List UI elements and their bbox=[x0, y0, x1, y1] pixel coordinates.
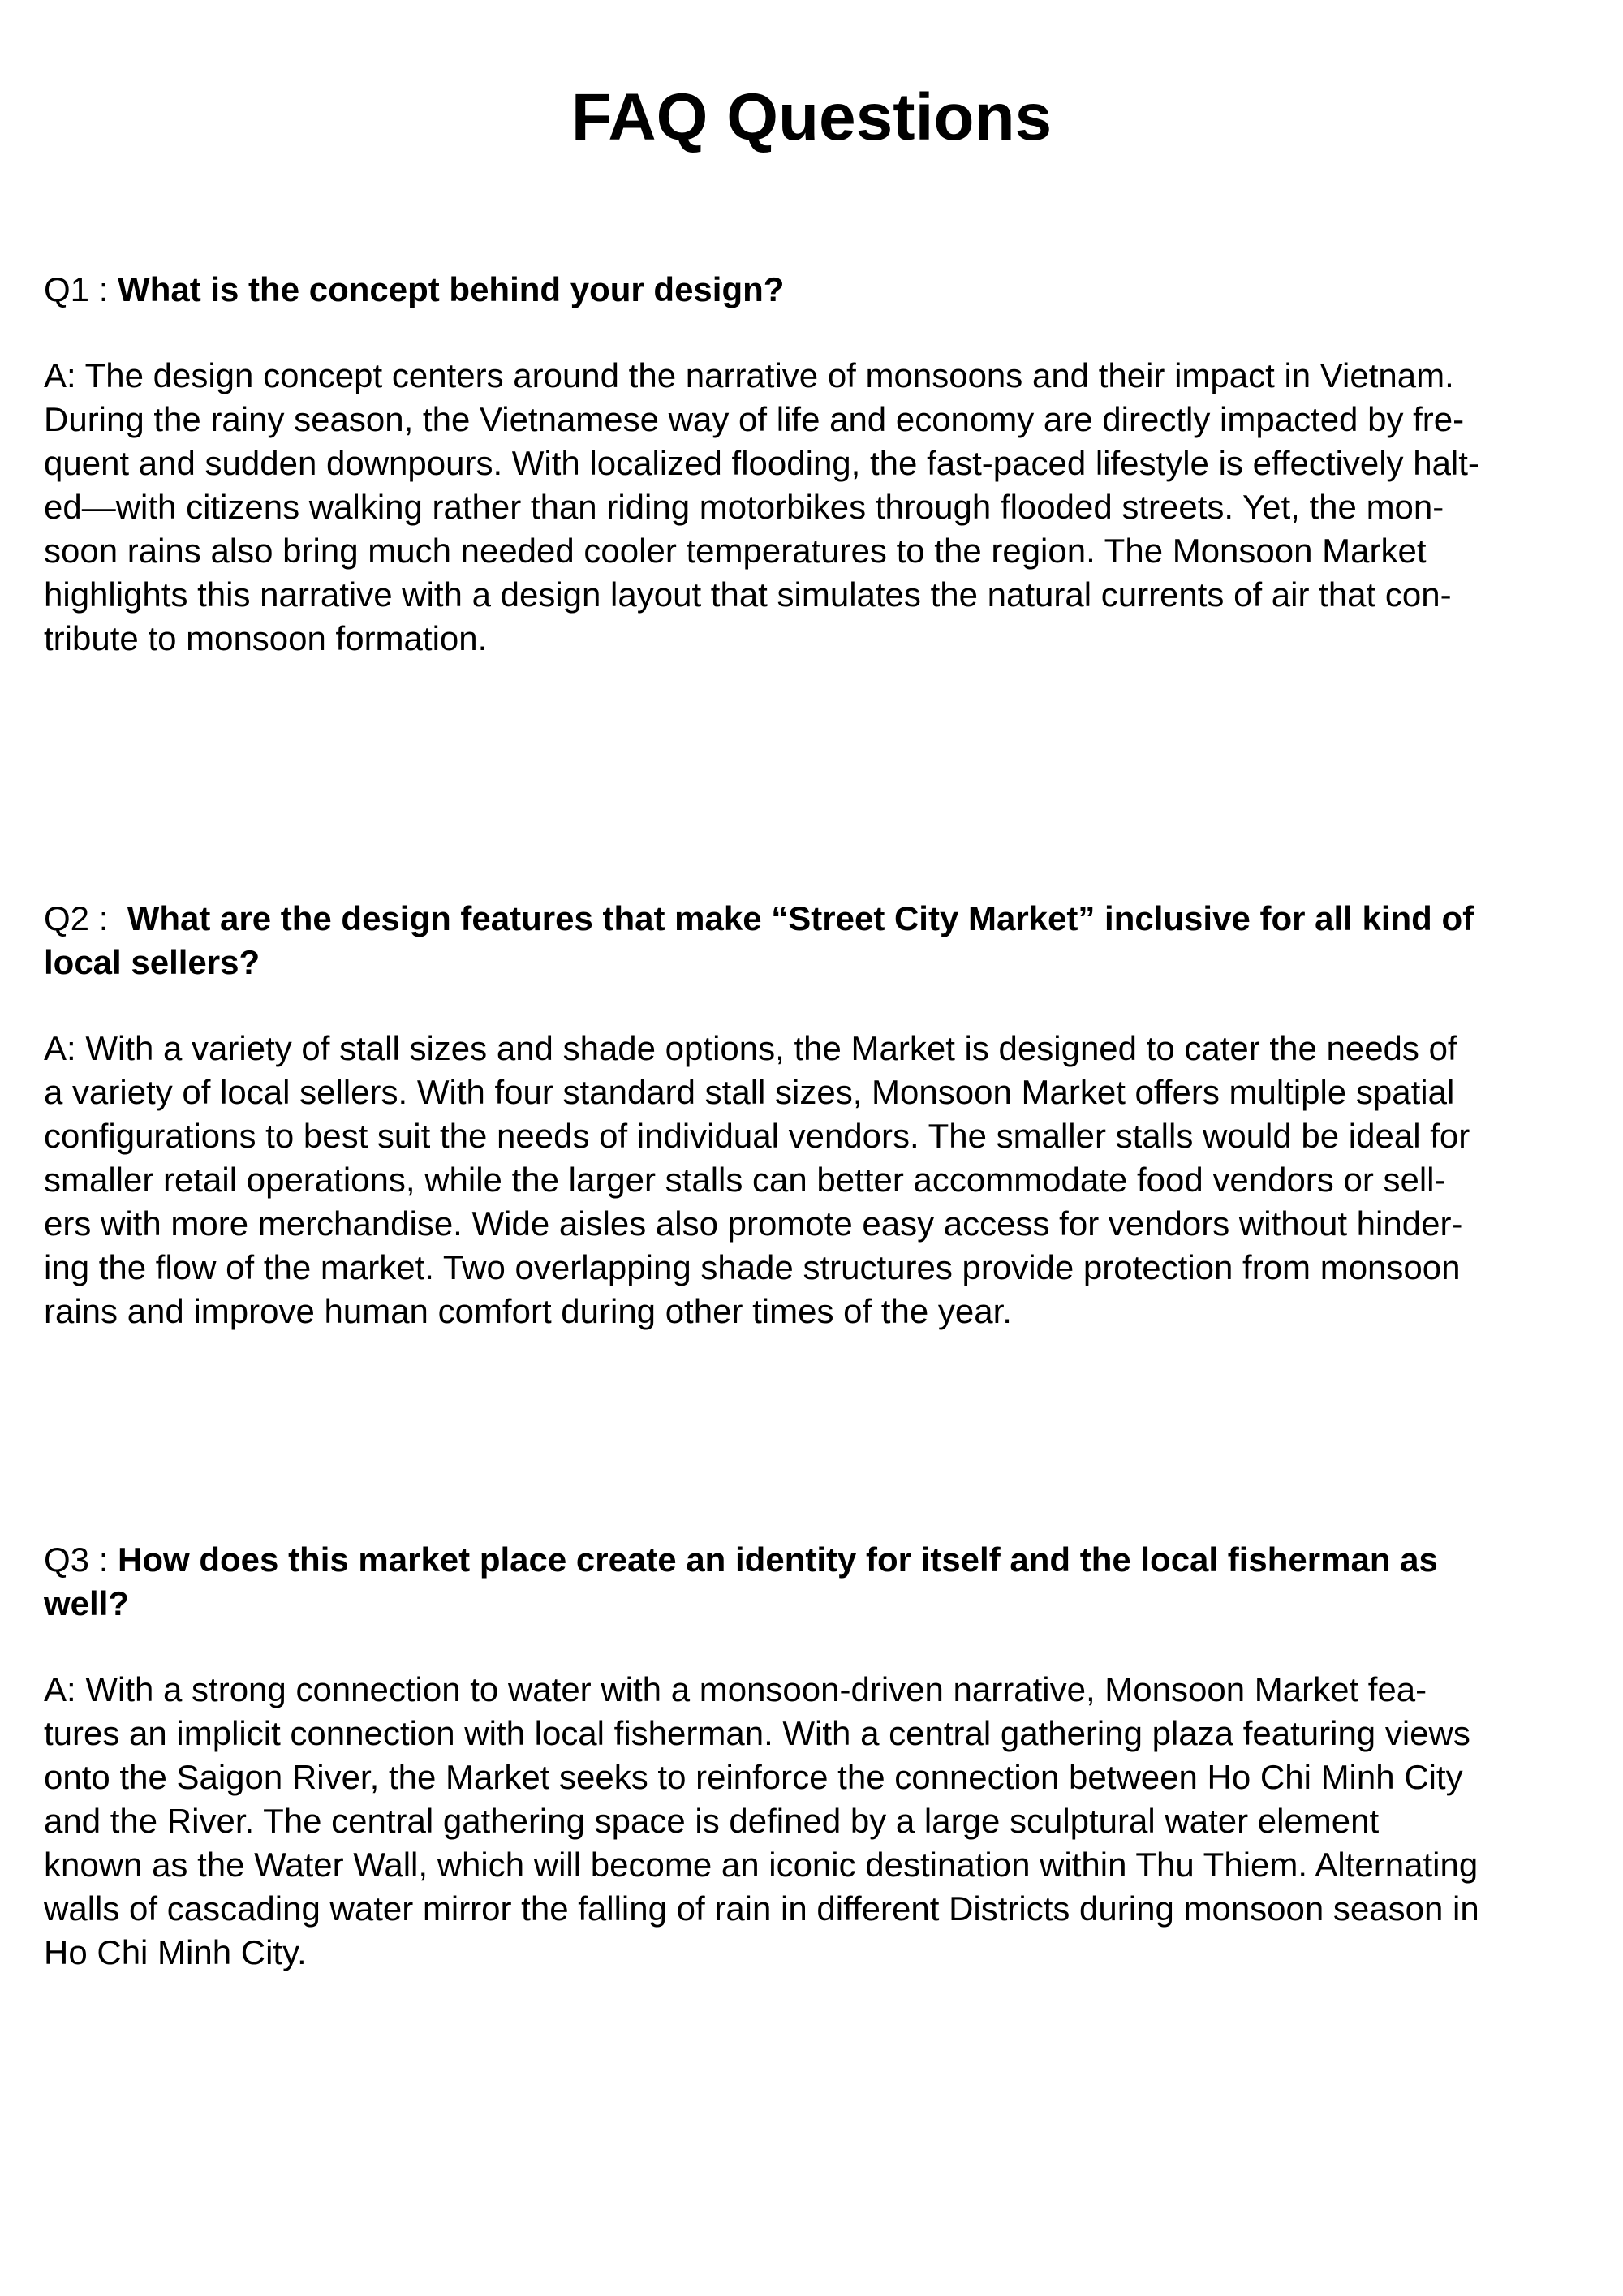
answer-3-line: Ho Chi Minh City. bbox=[44, 1933, 307, 1971]
faq-item-2 bbox=[44, 897, 1586, 1333]
answer-3-line: A: With a strong connection to water with a monsoon-driven narrative, Monsoon Market fea- bbox=[44, 1670, 1427, 1708]
answer-1-line: tribute to monsoon formation. bbox=[44, 619, 488, 657]
question-2-text-line: local sellers? bbox=[44, 943, 260, 981]
answer-1-line: soon rains also bring much needed cooler temperatures to the region. The Monsoon Market bbox=[44, 532, 1427, 570]
question-1 bbox=[44, 268, 1586, 312]
question-3-prefix: Q3 : bbox=[44, 1540, 118, 1579]
page-title: FAQ Questions bbox=[570, 80, 1053, 154]
answer-3-line: walls of cascading water mirror the falling of rain in different Districts during monsoon season in bbox=[44, 1889, 1479, 1928]
answer-3-line: and the River. The central gathering space is defined by a large sculptural water element bbox=[44, 1802, 1380, 1840]
question-2 bbox=[44, 897, 1586, 984]
question-2-text-line: What are the design features that make “Street City Market” inclusive for all kind of bbox=[127, 899, 1474, 937]
answer-2-line: ers with more merchandise. Wide aisles also promote easy access for vendors without hinder- bbox=[44, 1204, 1463, 1243]
answer-2 bbox=[44, 1027, 1586, 1333]
answer-2-line: rains and improve human comfort during other times of the year. bbox=[44, 1292, 1012, 1330]
answer-1 bbox=[44, 354, 1586, 661]
answer-1-line: ed—with citizens walking rather than riding motorbikes through flooded streets. Yet, the mon- bbox=[44, 488, 1444, 526]
answer-3-line: onto the Saigon River, the Market seeks to reinforce the connection between Ho Chi Minh City bbox=[44, 1758, 1463, 1796]
question-3 bbox=[44, 1538, 1586, 1626]
faq-item-3 bbox=[44, 1538, 1586, 1975]
answer-2-line: configurations to best suit the needs of individual vendors. The smaller stalls would be ideal for bbox=[44, 1117, 1470, 1155]
answer-1-line: A: The design concept centers around the narrative of monsoons and their impact in Vietnam. bbox=[44, 356, 1454, 394]
answer-1-line: quent and sudden downpours. With localized flooding, the fast-paced lifestyle is effectively halt- bbox=[44, 444, 1479, 482]
answer-1-line: highlights this narrative with a design layout that simulates the natural currents of air that con- bbox=[44, 575, 1452, 614]
question-2-prefix: Q2 : bbox=[44, 899, 127, 937]
answer-3-line: known as the Water Wall, which will become an iconic destination within Thu Thiem. Alternating bbox=[44, 1846, 1479, 1884]
question-1-prefix: Q1 : bbox=[44, 270, 118, 308]
answer-2-line: ing the flow of the market. Two overlapping shade structures provide protection from monsoon bbox=[44, 1248, 1461, 1286]
answer-2-line: smaller retail operations, while the larger stalls can better accommodate food vendors or sell- bbox=[44, 1161, 1446, 1199]
answer-3-line: tures an implicit connection with local fisherman. With a central gathering plaza featuring views bbox=[44, 1714, 1470, 1752]
question-3-text-line: well? bbox=[44, 1584, 130, 1622]
faq-item-1 bbox=[44, 268, 1586, 661]
question-1-text: What is the concept behind your design? bbox=[118, 270, 785, 308]
answer-2-line: a variety of local sellers. With four standard stall sizes, Monsoon Market offers multiple spatial bbox=[44, 1073, 1455, 1111]
answer-3 bbox=[44, 1668, 1586, 1975]
answer-1-line: During the rainy season, the Vietnamese way of life and economy are directly impacted by fre- bbox=[44, 400, 1465, 438]
question-3-text-line: How does this market place create an identity for itself and the local fisherman as bbox=[118, 1540, 1438, 1579]
answer-2-line: A: With a variety of stall sizes and shade options, the Market is designed to cater the needs of bbox=[44, 1029, 1457, 1067]
